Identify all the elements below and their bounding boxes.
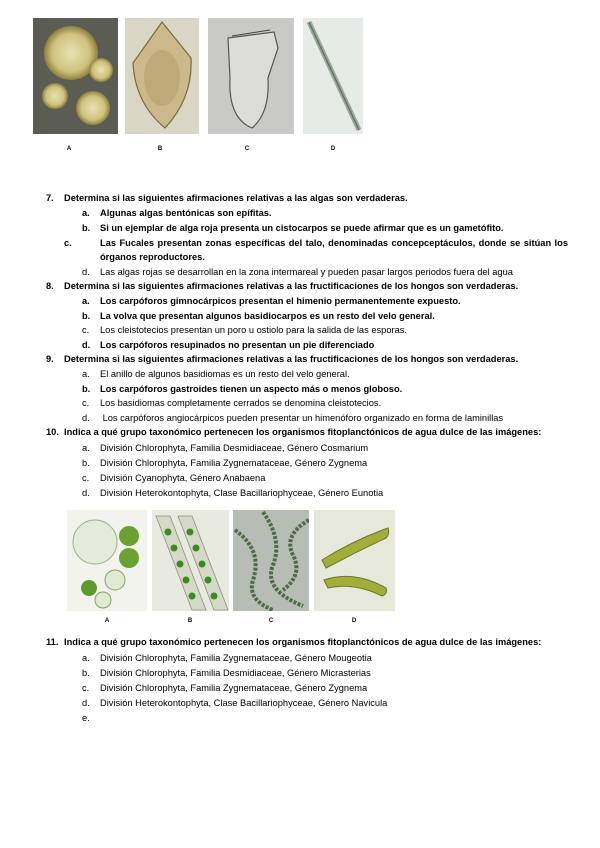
figure2-label-c: C — [268, 618, 274, 624]
q9-option-d: d. Los carpóforos angiocárpicos pueden presentar un himenóforo organizado en forma de laminillas — [82, 413, 504, 423]
q9-option-a: a. El anillo de algunos basidiomas es un resto del velo general. — [82, 369, 350, 379]
figure1-image-c — [208, 18, 294, 134]
q9-option-c: c. Los basidiomas completamente cerrados se denomina cleistotecios. — [82, 398, 382, 408]
figure1-label-c: C — [244, 146, 250, 152]
q7-option-a: a. Algunas algas bentónicas son epífitas. — [82, 208, 272, 218]
figure1-image-a — [33, 18, 118, 134]
figure1-label-a: A — [66, 146, 72, 152]
q11-option-b: b. División Chlorophyta, Familia Desmidiaceae, Género Micrasterias — [82, 668, 371, 678]
q10-option-a: a. División Chlorophyta, Familia Desmidiaceae, Género Cosmarium — [82, 443, 369, 453]
figure2-image-b — [152, 510, 229, 611]
figure1-label-d: D — [330, 146, 336, 152]
q9-option-b: b. Los carpóforos gastroides tienen un aspecto más o menos globoso. — [82, 384, 403, 394]
question-text: Determina si las siguientes afirmaciones relativas a las algas son verdaderas. — [64, 193, 408, 203]
question-11 — [46, 635, 566, 649]
question-text: Determina si las siguientes afirmaciones relativas a las fructificaciones de los hongos son verdaderas. — [64, 354, 519, 364]
q11-option-c: c. División Chlorophyta, Familia Zygnemataceae, Género Zygnema — [82, 683, 368, 693]
q8-option-b: b. La volva que presentan algunos basidiocarpos es un resto del velo general. — [82, 311, 435, 321]
question-text: Determina si las siguientes afirmaciones relativas a las fructificaciones de los hongos son verdaderas. — [64, 281, 519, 291]
q11-option-d: d. División Heterokontophyta, Clase Bacillariophyceae, Género Navicula — [82, 698, 388, 708]
question-7 — [46, 191, 566, 205]
q11-option-a: a. División Chlorophyta, Familia Zygnemataceae, Género Mougeotia — [82, 653, 372, 663]
figure2-image-c — [233, 510, 309, 611]
question-9 — [46, 352, 566, 366]
figure2-image-d — [314, 510, 395, 611]
question-number: 10. — [46, 427, 59, 437]
question-text: Indica a qué grupo taxonómico pertenecen los organismos fitoplanctónicos de agua dulce de las imágenes: — [64, 427, 542, 437]
figure2-label-d: D — [351, 618, 357, 624]
q7-option-c: c. Las Fucales presentan zonas específicas del talo, denominadas concepceptáculos, donde se sitúan los órganos reproductores. — [64, 238, 568, 262]
q7-option-b: b. Si un ejemplar de alga roja presenta un cistocarpos se puede afirmar que es un gametófito. — [82, 223, 504, 233]
figure2-image-a — [67, 510, 147, 611]
figure2-label-b: B — [187, 618, 193, 624]
question-text: Indica a qué grupo taxonómico pertenecen los organismos fitoplanctónicos de agua dulce de las imágenes: — [64, 637, 542, 647]
question-number: 11. — [46, 637, 59, 647]
question-number: 8. — [46, 281, 54, 291]
figure1-image-b — [125, 18, 199, 134]
question-number: 9. — [46, 354, 54, 364]
question-8 — [46, 279, 566, 293]
figure1-label-b: B — [157, 146, 163, 152]
q7-option-d: d. Las algas rojas se desarrollan en la zona intermareal y pueden pasar largos periodos fuera del agua — [82, 267, 513, 277]
q8-option-c: c. Los cleistotecios presentan un poro u ostiolo para la salida de las esporas. — [82, 325, 407, 335]
question-10 — [46, 425, 566, 439]
q10-option-d: d. División Heterokontophyta, Clase Bacillariophyceae, Género Eunotia — [82, 488, 384, 498]
q11-option-e: e. — [82, 713, 90, 723]
q10-option-c: c. División Cyanophyta, Género Anabaena — [82, 473, 266, 483]
question-number: 7. — [46, 193, 54, 203]
q8-option-d: d. Los carpóforos resupinados no presentan un pie diferenciado — [82, 340, 375, 350]
q10-option-b: b. División Chlorophyta, Familia Zygnemataceae, Género Zygnema — [82, 458, 368, 468]
figure2-label-a: A — [104, 618, 110, 624]
q8-option-a: a. Los carpóforos gimnocárpicos presentan el himenio permanentemente expuesto. — [82, 296, 461, 306]
figure1-image-d — [303, 18, 363, 134]
